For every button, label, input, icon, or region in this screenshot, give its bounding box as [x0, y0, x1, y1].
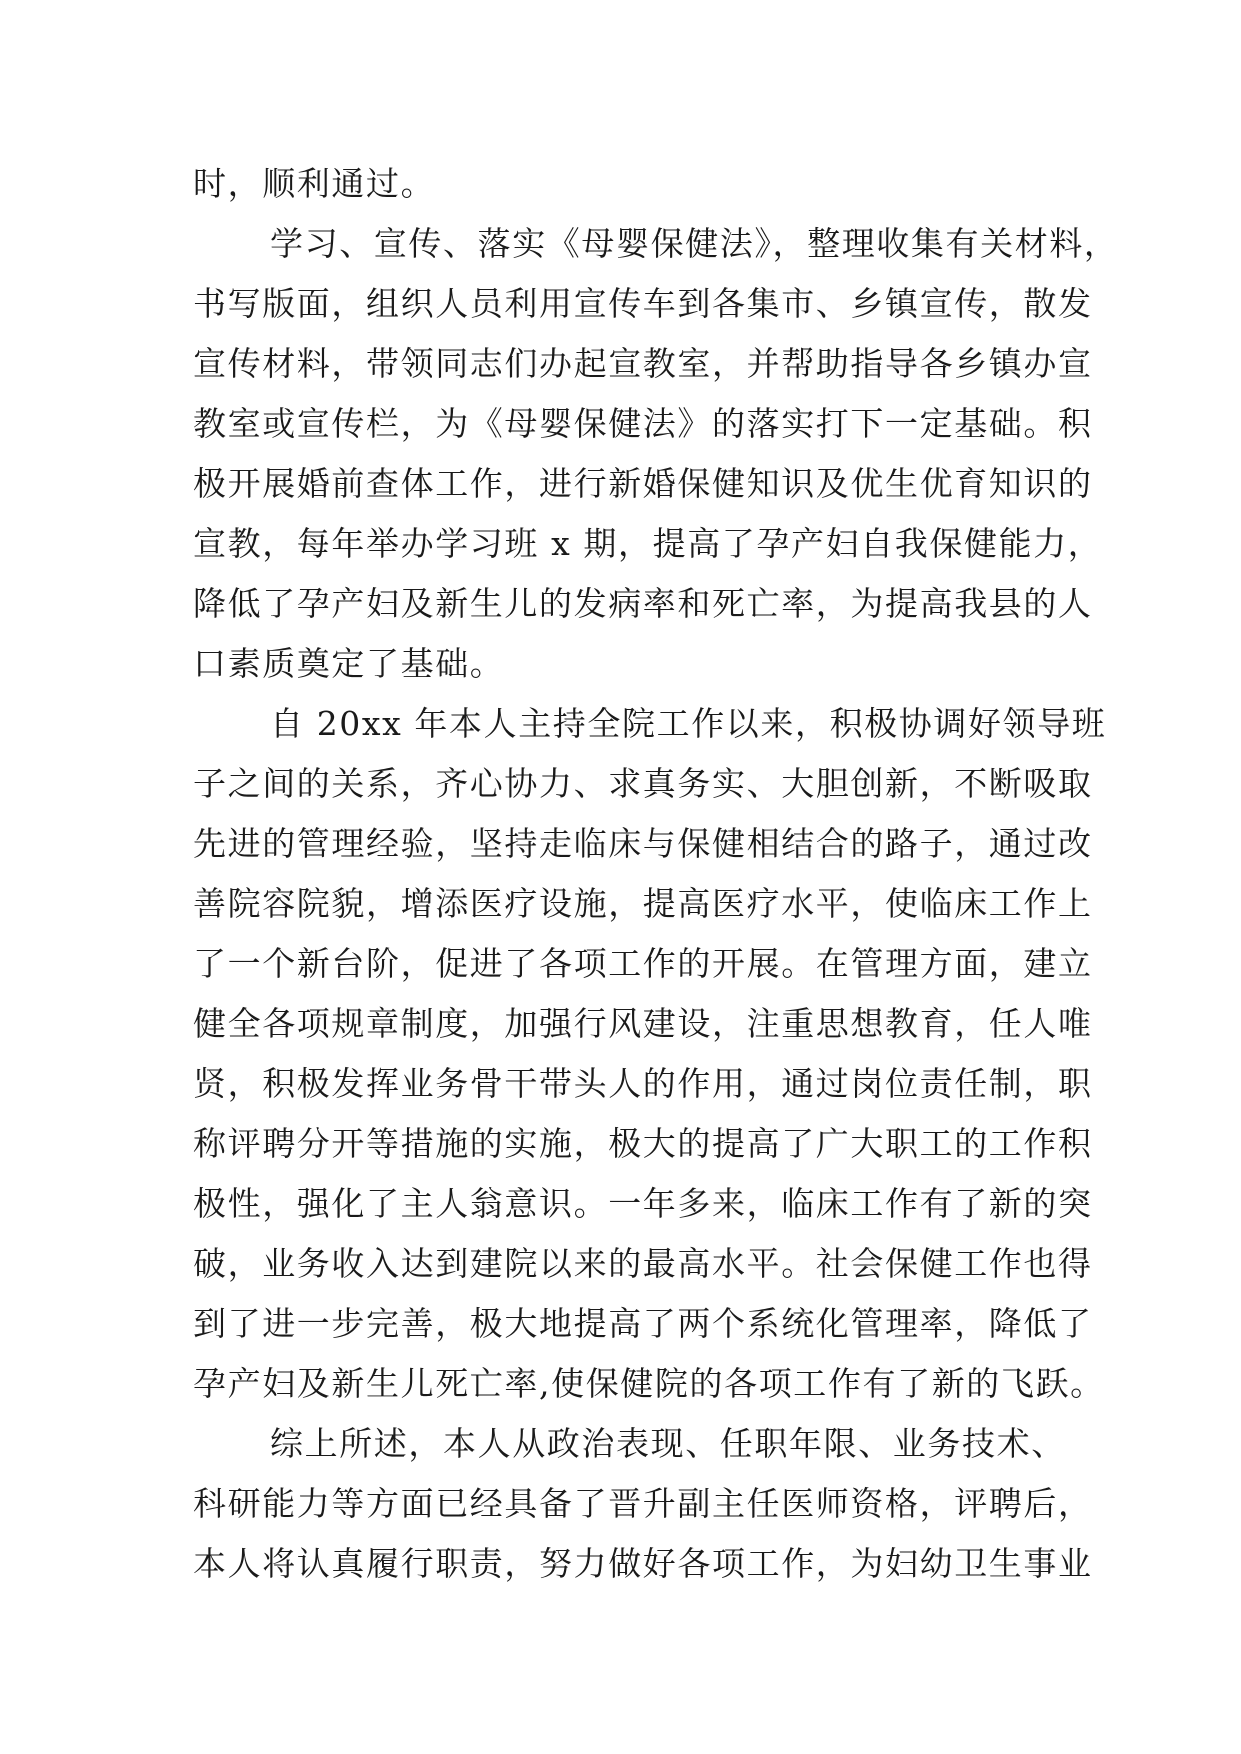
text-line: 极开展婚前查体工作，进行新婚保健知识及优生优育知识的 [193, 464, 1093, 503]
text-line: 科研能力等方面已经具备了晋升副主任医师资格，评聘后， [193, 1484, 1093, 1523]
text-line: 贤，积极发挥业务骨干带头人的作用，通过岗位责任制，职 [193, 1064, 1093, 1103]
text-line: 善院容院貌，增添医疗设施，提高医疗水平，使临床工作上 [193, 884, 1093, 923]
paragraph-first-line: 学习、宣传、落实《母婴保健法》，整理收集有关材料， [270, 224, 1119, 263]
text-line: 宣教，每年举办学习班 x 期，提高了孕产妇自我保健能力， [193, 524, 1103, 563]
text-line: 书写版面，组织人员利用宣传车到各集市、乡镇宣传，散发 [193, 284, 1093, 323]
text-line: 宣传材料，带领同志们办起宣教室，并帮助指导各乡镇办宣 [193, 344, 1093, 383]
text-line: 时，顺利通过。 [193, 164, 436, 203]
text-line: 健全各项规章制度，加强行风建设，注重思想教育，任人唯 [193, 1004, 1093, 1043]
text-line: 了一个新台阶，促进了各项工作的开展。在管理方面，建立 [193, 944, 1093, 983]
text-line: 破，业务收入达到建院以来的最高水平。社会保健工作也得 [193, 1244, 1093, 1283]
paragraph-first-line: 自 20xx 年本人主持全院工作以来，积极协调好领导班 [270, 704, 1107, 743]
text-line: 到了进一步完善，极大地提高了两个系统化管理率，降低了 [193, 1304, 1093, 1343]
body-text [193, 154, 1119, 1594]
text-line: 称评聘分开等措施的实施，极大的提高了广大职工的工作积 [193, 1124, 1093, 1163]
text-line: 口素质奠定了基础。 [193, 644, 505, 683]
paragraph-first-line: 综上所述，本人从政治表现、任职年限、业务技术、 [270, 1424, 1066, 1463]
text-line: 教室或宣传栏，为《母婴保健法》的落实打下一定基础。积 [193, 404, 1093, 443]
text-line: 子之间的关系，齐心协力、求真务实、大胆创新，不断吸取 [193, 764, 1093, 803]
text-line: 本人将认真履行职责，努力做好各项工作，为妇幼卫生事业 [193, 1544, 1093, 1583]
text-line: 降低了孕产妇及新生儿的发病率和死亡率，为提高我县的人 [193, 584, 1093, 623]
text-line: 先进的管理经验，坚持走临床与保健相结合的路子，通过改 [193, 824, 1093, 863]
text-line: 极性，强化了主人翁意识。一年多来，临床工作有了新的突 [193, 1184, 1093, 1223]
text-line: 孕产妇及新生儿死亡率,使保健院的各项工作有了新的飞跃。 [193, 1364, 1105, 1403]
